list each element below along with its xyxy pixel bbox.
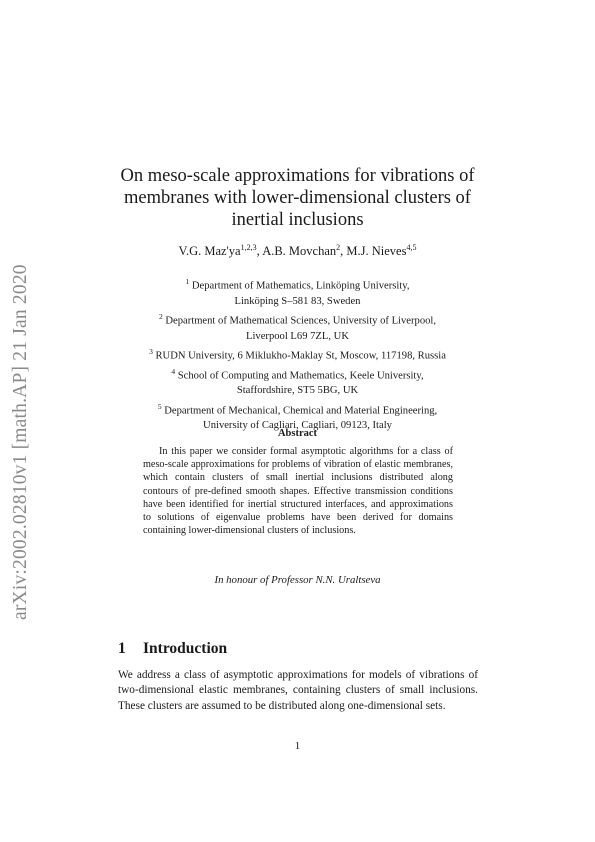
author-name: A.B. Movchan xyxy=(262,244,337,259)
page-number: 1 xyxy=(294,740,301,752)
author-separator: , xyxy=(256,244,263,259)
section-number: 1 xyxy=(118,640,126,657)
affiliation-line: University of Cagliari, Cagliari, 09123, Italy xyxy=(203,420,392,432)
arxiv-identifier: arXiv:2002.02810v1 [math.AP] 21 Jan 2020 xyxy=(10,264,31,620)
author-affil-mark: 1,2,3 xyxy=(240,243,257,252)
affiliation-line xyxy=(0,344,595,364)
affiliation-text: Department of Mathematics, Linköping University, xyxy=(189,280,410,292)
affiliation-line xyxy=(0,364,595,384)
affiliation-text: Department of Mechanical, Chemical and Material Engineering, xyxy=(161,405,438,417)
affiliation-mark: 2 xyxy=(158,311,163,321)
author-name: M.J. Nieves xyxy=(346,244,407,259)
affiliation-mark: 3 xyxy=(149,346,153,356)
abstract-heading: Abstract xyxy=(277,428,318,439)
paper-title xyxy=(0,165,595,231)
affiliation-text: Department of Mathematical Sciences, University of Liverpool, xyxy=(162,315,437,327)
affiliation-line: Liverpool L69 7ZL, UK xyxy=(246,330,349,342)
author-list xyxy=(0,243,595,259)
author-affil-mark: 4,5 xyxy=(406,243,417,252)
title-line: On meso-scale approximations for vibrations of xyxy=(120,166,475,186)
author-name: V.G. Maz'ya xyxy=(178,244,241,259)
affiliation-line: Staffordshire, ST5 5BG, UK xyxy=(236,385,359,397)
affiliation-list xyxy=(0,274,595,433)
affiliation-line xyxy=(0,399,595,419)
affiliation-text: RUDN University, 6 Miklukho-Maklay St, Moscow, 117198, Russia xyxy=(152,350,446,362)
section-body xyxy=(118,668,478,714)
affiliation-mark: 1 xyxy=(185,277,190,286)
abstract-text: In this paper we consider formal asymptotic algorithms for a class of meso-scale approximations for problems of vibration of elastic membranes, which contain clusters of small inertial inclusions distributed along contours of pre-defined smooth shapes. Effective transmission conditions have been identified for inertial structured interfaces, and approximations to solutions of eigenvalue problems have been derived for domains containing lower-dimensional clusters of inclusions. xyxy=(143,446,453,537)
affiliation-line xyxy=(0,274,595,294)
dedication: In honour of Professor N.N. Uraltseva xyxy=(214,574,381,586)
section-text: We address a class of asymptotic approximations for models of vibrations of two-dimensional elastic membranes, containing clusters of small inclusions. These clusters are assumed to be distributed along one-dimensional sets. xyxy=(118,669,478,712)
title-line: inertial inclusions xyxy=(231,210,364,230)
author-affil-mark: 2 xyxy=(336,243,341,252)
title-line: membranes with lower-dimensional clusters of xyxy=(124,188,471,208)
affiliation-line: Linköping S–581 83, Sweden xyxy=(234,295,361,307)
section-title: Introduction xyxy=(143,640,228,657)
affiliation-line xyxy=(0,309,595,329)
affiliation-mark: 5 xyxy=(157,401,162,411)
affiliation-text: School of Computing and Mathematics, Keele University, xyxy=(175,370,424,382)
author-separator: , xyxy=(340,244,347,259)
abstract-body xyxy=(143,445,453,537)
affiliation-mark: 4 xyxy=(171,366,176,376)
section-heading xyxy=(118,640,227,658)
